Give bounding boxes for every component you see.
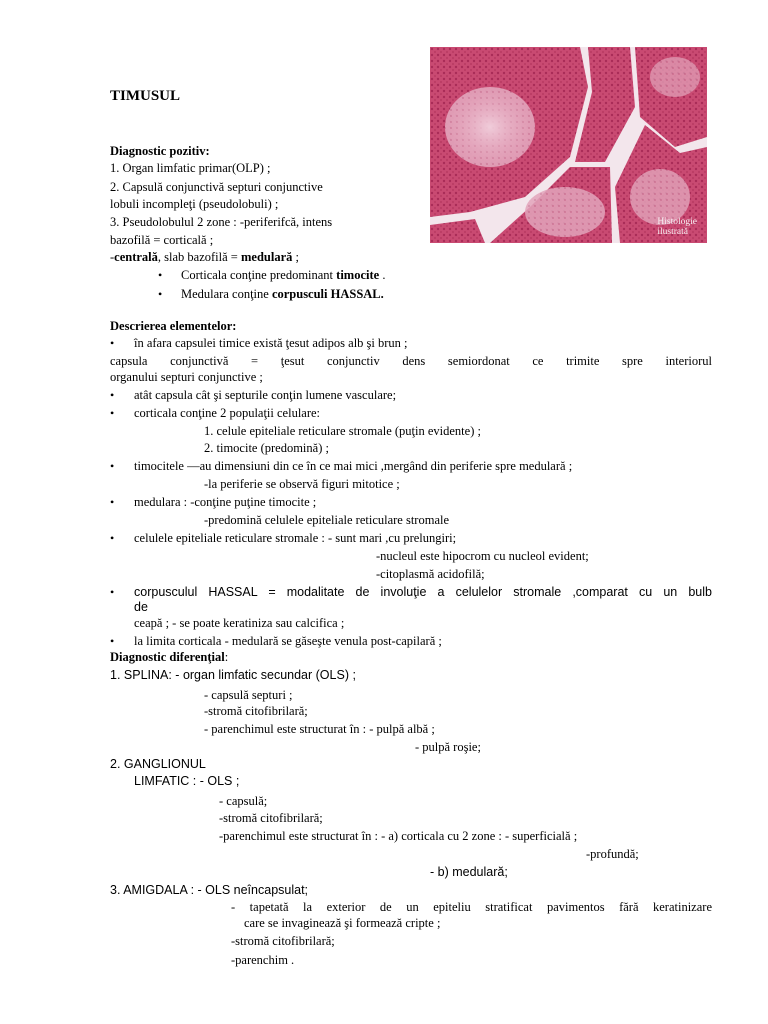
dp-line-3a: 3. Pseudolobulul 2 zone : -periferifcă, intens (110, 215, 333, 229)
diag-pozitiv-heading: Diagnostic pozitiv: (110, 144, 210, 158)
dp-line-2b: lobuli incompleţi (pseudolobuli) ; (110, 197, 279, 211)
desc-l7: celulele epiteliale reticulare stromale : - sunt mari ,cu prelungiri; (134, 531, 457, 545)
desc-l7b: -nucleul este hipocrom cu nucleol evident; (376, 549, 589, 563)
bullet-icon: • (110, 406, 115, 420)
dd-amigdala-a1: - tapetată la exterior de un epiteliu stratificat pavimentos fără keratinizare (231, 900, 712, 914)
diag-diferential-heading: Diagnostic diferenţial: (110, 650, 229, 664)
desc-l5b: -la periferie se observă figuri mitotice ; (204, 477, 400, 491)
dd-ganglion-2: LIMFATIC : - OLS ; (134, 774, 240, 788)
dd-ganglion-b: -stromă citofibrilară; (219, 811, 323, 825)
bullet-icon: • (158, 287, 163, 301)
desc-l2a: capsula conjunctivă = ţesut conjunctiv dens semiordonat ce trimite spre interiorul (110, 354, 712, 368)
dd-ganglion-e: - b) medulară; (430, 865, 508, 879)
desc-l9: la limita corticala - medulară se găseşte venula post-capilară ; (134, 634, 442, 648)
bullet-icon: • (110, 585, 115, 599)
dp-line-1: 1. Organ limfatic primar(OLP) ; (110, 161, 271, 175)
bullet-icon: • (110, 531, 115, 545)
dd-splina-c: - parenchimul este structurat în : - pulpă albă ; (204, 722, 435, 736)
desc-l8b: de (134, 600, 148, 614)
dd-splina-b: -stromă citofibrilară; (204, 704, 308, 718)
dd-ganglion-c: -parenchimul este structurat în : - a) corticala cu 2 zone : - superficială ; (219, 829, 578, 843)
desc-l6b: -predomină celulele epiteliale reticulare stromale (204, 513, 450, 527)
dd-amigdala-b: -stromă citofibrilară; (231, 934, 335, 948)
desc-l4-2: 2. timocite (predomină) ; (204, 441, 329, 455)
bullet-icon: • (158, 268, 163, 282)
dd-splina-d: - pulpă roşie; (415, 740, 481, 754)
dd-ganglion-1: 2. GANGLIONUL (110, 757, 206, 771)
image-caption: Histologie ilustrată (657, 217, 697, 237)
dd-ganglion-d: -profundă; (586, 847, 639, 861)
desc-l4: corticala conţine 2 populaţii celulare: (134, 406, 321, 420)
desc-l4-1: 1. celule epiteliale reticulare stromale (puţin evidente) ; (204, 424, 481, 438)
bullet-icon: • (110, 495, 115, 509)
descriere-heading: Descrierea elementelor: (110, 319, 237, 333)
dd-splina: 1. SPLINA: - organ limfatic secundar (OLS) ; (110, 668, 356, 682)
dp-bullet-2: Medulara conţine corpusculi HASSAL. (181, 287, 384, 301)
bullet-icon: • (110, 459, 115, 473)
desc-l3: atât capsula cât şi septurile conţin lumene vasculare; (134, 388, 397, 402)
dd-amigdala: 3. AMIGDALA : - OLS neîncapsulat; (110, 883, 309, 897)
page-title: TIMUSUL (110, 88, 181, 104)
thymus-histology-image (430, 47, 707, 243)
dp-line-2a: 2. Capsulă conjunctivă septuri conjunctive (110, 180, 323, 194)
bullet-icon: • (110, 388, 115, 402)
desc-l2b: organului septuri conjunctive ; (110, 370, 263, 384)
desc-l5: timocitele —au dimensiuni din ce în ce mai mici ,mergând din periferie spre medulară ; (134, 459, 573, 473)
dp-line-3b: bazofilă = corticală ; (110, 233, 214, 247)
desc-l1: în afara capsulei timice există ţesut adipos alb şi brun ; (134, 336, 408, 350)
dp-bullet-1: Corticala conţine predominant timocite . (181, 268, 386, 282)
dd-ganglion-a: - capsulă; (219, 794, 268, 808)
dp-line-4: -centrală, slab bazofilă = medulară ; (110, 250, 299, 264)
desc-l8c: ceapă ; - se poate keratiniza sau calcifica ; (134, 616, 345, 630)
desc-l6: medulara : -conţine puţine timocite ; (134, 495, 317, 509)
dd-splina-a: - capsulă septuri ; (204, 688, 293, 702)
dd-amigdala-a2: care se invaginează şi formează cripte ; (244, 916, 441, 930)
dd-amigdala-c: -parenchim . (231, 953, 295, 967)
desc-l7c: -citoplasmă acidofilă; (376, 567, 485, 581)
bullet-icon: • (110, 634, 115, 648)
bullet-icon: • (110, 336, 115, 350)
desc-l8a: corpusculul HASSAL = modalitate de involuţie a celulelor stromale ,comparat cu un bulb (134, 585, 712, 599)
